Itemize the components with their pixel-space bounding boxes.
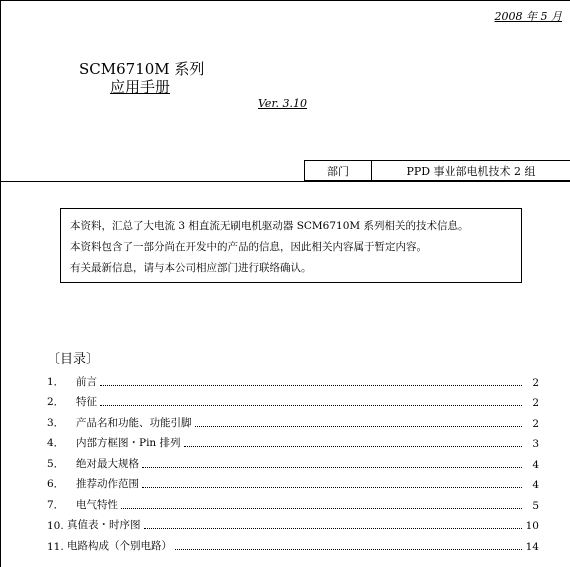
toc-entry[interactable] — [47, 430, 539, 451]
department-label: 部门 — [305, 161, 372, 180]
toc-leader-dots — [144, 527, 523, 529]
toc-leader-dots — [175, 548, 522, 550]
toc-entry[interactable] — [47, 532, 539, 553]
page-left-border — [0, 0, 1, 567]
toc-entry-page: 4 — [532, 458, 539, 471]
toc-entry[interactable] — [47, 491, 539, 512]
notice-line: 本资料，汇总了大电流 3 相直流无刷电机驱动器 SCM6710M 系列相关的技术信息。 — [70, 220, 469, 232]
toc-entry-page: 5 — [532, 499, 539, 512]
toc-entry-label: 电路构成（个别电路） — [67, 539, 172, 552]
toc-leader-dots — [121, 507, 522, 509]
toc-entry-number: 10. — [47, 520, 64, 532]
header-divider — [0, 181, 570, 182]
department-box — [304, 160, 570, 181]
toc-entry[interactable] — [47, 471, 539, 492]
toc-entry-label: 特征 — [76, 396, 97, 408]
document-version: Ver. 3.10 — [258, 97, 307, 110]
toc-entry-number: 7． — [47, 498, 65, 511]
toc-entry-page: 3 — [532, 438, 539, 450]
toc-entry[interactable] — [47, 389, 539, 410]
toc-entry-number: 3． — [47, 416, 65, 429]
toc-entry-page: 4 — [532, 479, 539, 491]
notice-line: 有关最新信息，请与本公司相应部门进行联络确认。 — [70, 262, 312, 274]
toc-leader-dots — [100, 384, 522, 386]
table-of-contents — [47, 368, 539, 553]
toc-entry-label: 绝对最大规格 — [76, 457, 139, 470]
toc-entry-page: 2 — [532, 376, 539, 389]
toc-leader-dots — [142, 486, 522, 488]
toc-title: 〔目录〕 — [47, 352, 100, 367]
toc-leader-dots — [184, 445, 522, 447]
toc-entry-label: 内部方框图・Pin 排列 — [76, 437, 181, 449]
toc-entry-number: 11. — [47, 540, 64, 553]
toc-entry-number: 4． — [47, 437, 65, 449]
document-subtitle: 应用手册 — [110, 78, 171, 96]
toc-leader-dots — [195, 425, 523, 427]
toc-entry-label: 前言 — [76, 375, 97, 388]
toc-entry[interactable] — [47, 512, 539, 533]
issue-date: 2008 年 5 月 — [494, 10, 562, 23]
toc-entry-page: 10 — [525, 520, 539, 532]
toc-entry-number: 2． — [47, 396, 65, 408]
toc-entry-page: 14 — [525, 540, 539, 553]
toc-leader-dots — [100, 404, 522, 406]
toc-entry-label: 产品名和功能、功能引脚 — [76, 416, 192, 429]
toc-entry-number: 5． — [47, 457, 65, 470]
toc-entry-page: 2 — [532, 417, 539, 430]
toc-entry[interactable] — [47, 368, 539, 389]
toc-entry-number: 6． — [47, 478, 65, 490]
toc-leader-dots — [142, 466, 522, 468]
toc-entry-label: 推荐动作范围 — [76, 478, 139, 490]
toc-entry-page: 2 — [532, 397, 539, 409]
document-title: SCM6710M 系列 — [79, 60, 205, 78]
toc-entry-number: 1． — [47, 375, 65, 388]
toc-entry-label: 真值表・时序图 — [67, 519, 141, 531]
toc-entry[interactable] — [47, 409, 539, 430]
toc-entry[interactable] — [47, 450, 539, 471]
department-value: PPD 事业部电机技术 2 组 — [406, 164, 536, 178]
page-top-border — [0, 0, 570, 1]
toc-entry-label: 电气特性 — [76, 498, 118, 511]
notice-line: 本资料包含了一部分尚在开发中的产品的信息，因此相关内容属于暂定内容。 — [70, 241, 427, 253]
notice-box — [60, 208, 522, 283]
